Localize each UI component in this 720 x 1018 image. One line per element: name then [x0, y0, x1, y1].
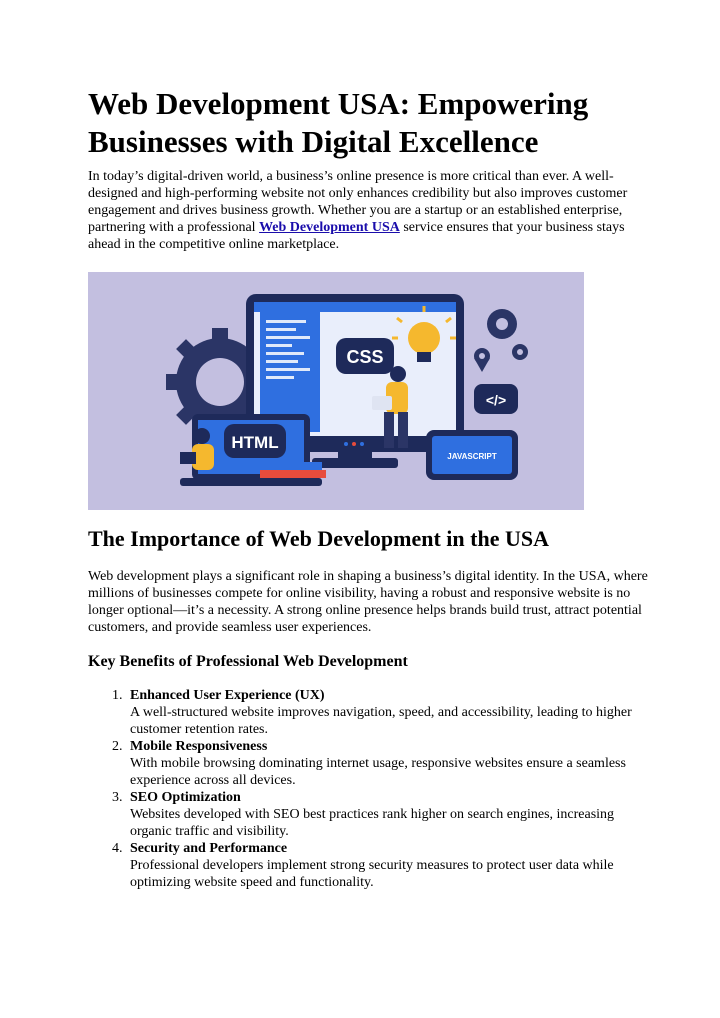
html-bubble: [224, 424, 286, 458]
list-item-title: Security and Performance: [130, 841, 288, 856]
benefits-list: [88, 687, 648, 891]
section-paragraph: Web development plays a significant role in shaping a business’s digital identity. In the USA, where millions of businesses compete for online visibility, having a robust and responsive website is no longer optional—it’s a necessity. A strong online presence helps brands build trust, attract potential customers, and provide seamless user experiences.: [88, 569, 648, 635]
hero-illustration: [88, 272, 584, 510]
list-item-number: 2.: [112, 739, 123, 754]
intro-paragraph: [88, 168, 648, 253]
css-bubble: [336, 338, 394, 374]
list-item-description: With mobile browsing dominating internet usage, responsive websites ensure a seamless experience across all devices.: [130, 756, 626, 788]
javascript-label: JAVASCRIPT: [447, 452, 497, 461]
list-item-description: A well-structured website improves navigation, speed, and accessibility, leading to higher customer retention rates.: [130, 705, 632, 737]
code-bubble: [474, 384, 518, 414]
page-title: Web Development USA: Empowering Businesses with Digital Excellence: [88, 86, 589, 159]
list-item-title: Enhanced User Experience (UX): [130, 688, 325, 703]
books-stack: [260, 462, 326, 478]
list-item-number: 4.: [112, 841, 123, 856]
list-item: [88, 738, 648, 789]
web-development-usa-link[interactable]: Web Development USA: [259, 220, 400, 235]
phone-icon: [426, 430, 518, 480]
list-item: [88, 840, 648, 891]
list-item-description: Professional developers implement strong security measures to protect user data while optimizing website speed and functionality.: [130, 858, 614, 890]
html-label: HTML: [231, 433, 279, 452]
list-item-title: SEO Optimization: [130, 790, 241, 805]
css-label: CSS: [346, 347, 384, 367]
list-item-title: Mobile Responsiveness: [130, 739, 268, 754]
list-item-description: Websites developed with SEO best practices rank higher on search engines, increasing organic traffic and visibility.: [130, 807, 615, 839]
code-label: </>: [485, 392, 507, 408]
list-item: [88, 789, 648, 840]
benefits-heading: Key Benefits of Professional Web Development: [88, 653, 408, 670]
list-item-number: 3.: [112, 790, 123, 805]
section-heading: The Importance of Web Development in the USA: [88, 526, 549, 551]
intro-text-before: In today’s digital-driven world, a business’s online presence is more critical than ever. A well-designed and high-performing website not only enhances credibility but also improves customer engagement and drives business growth. Whether you are a startup or an established enterprise, partnering with a professional: [88, 169, 628, 235]
list-item-number: 1.: [112, 688, 123, 703]
intro-text-after: service ensures that your business stays ahead in the competitive online marketplace.: [88, 220, 625, 252]
list-item: [88, 687, 648, 738]
